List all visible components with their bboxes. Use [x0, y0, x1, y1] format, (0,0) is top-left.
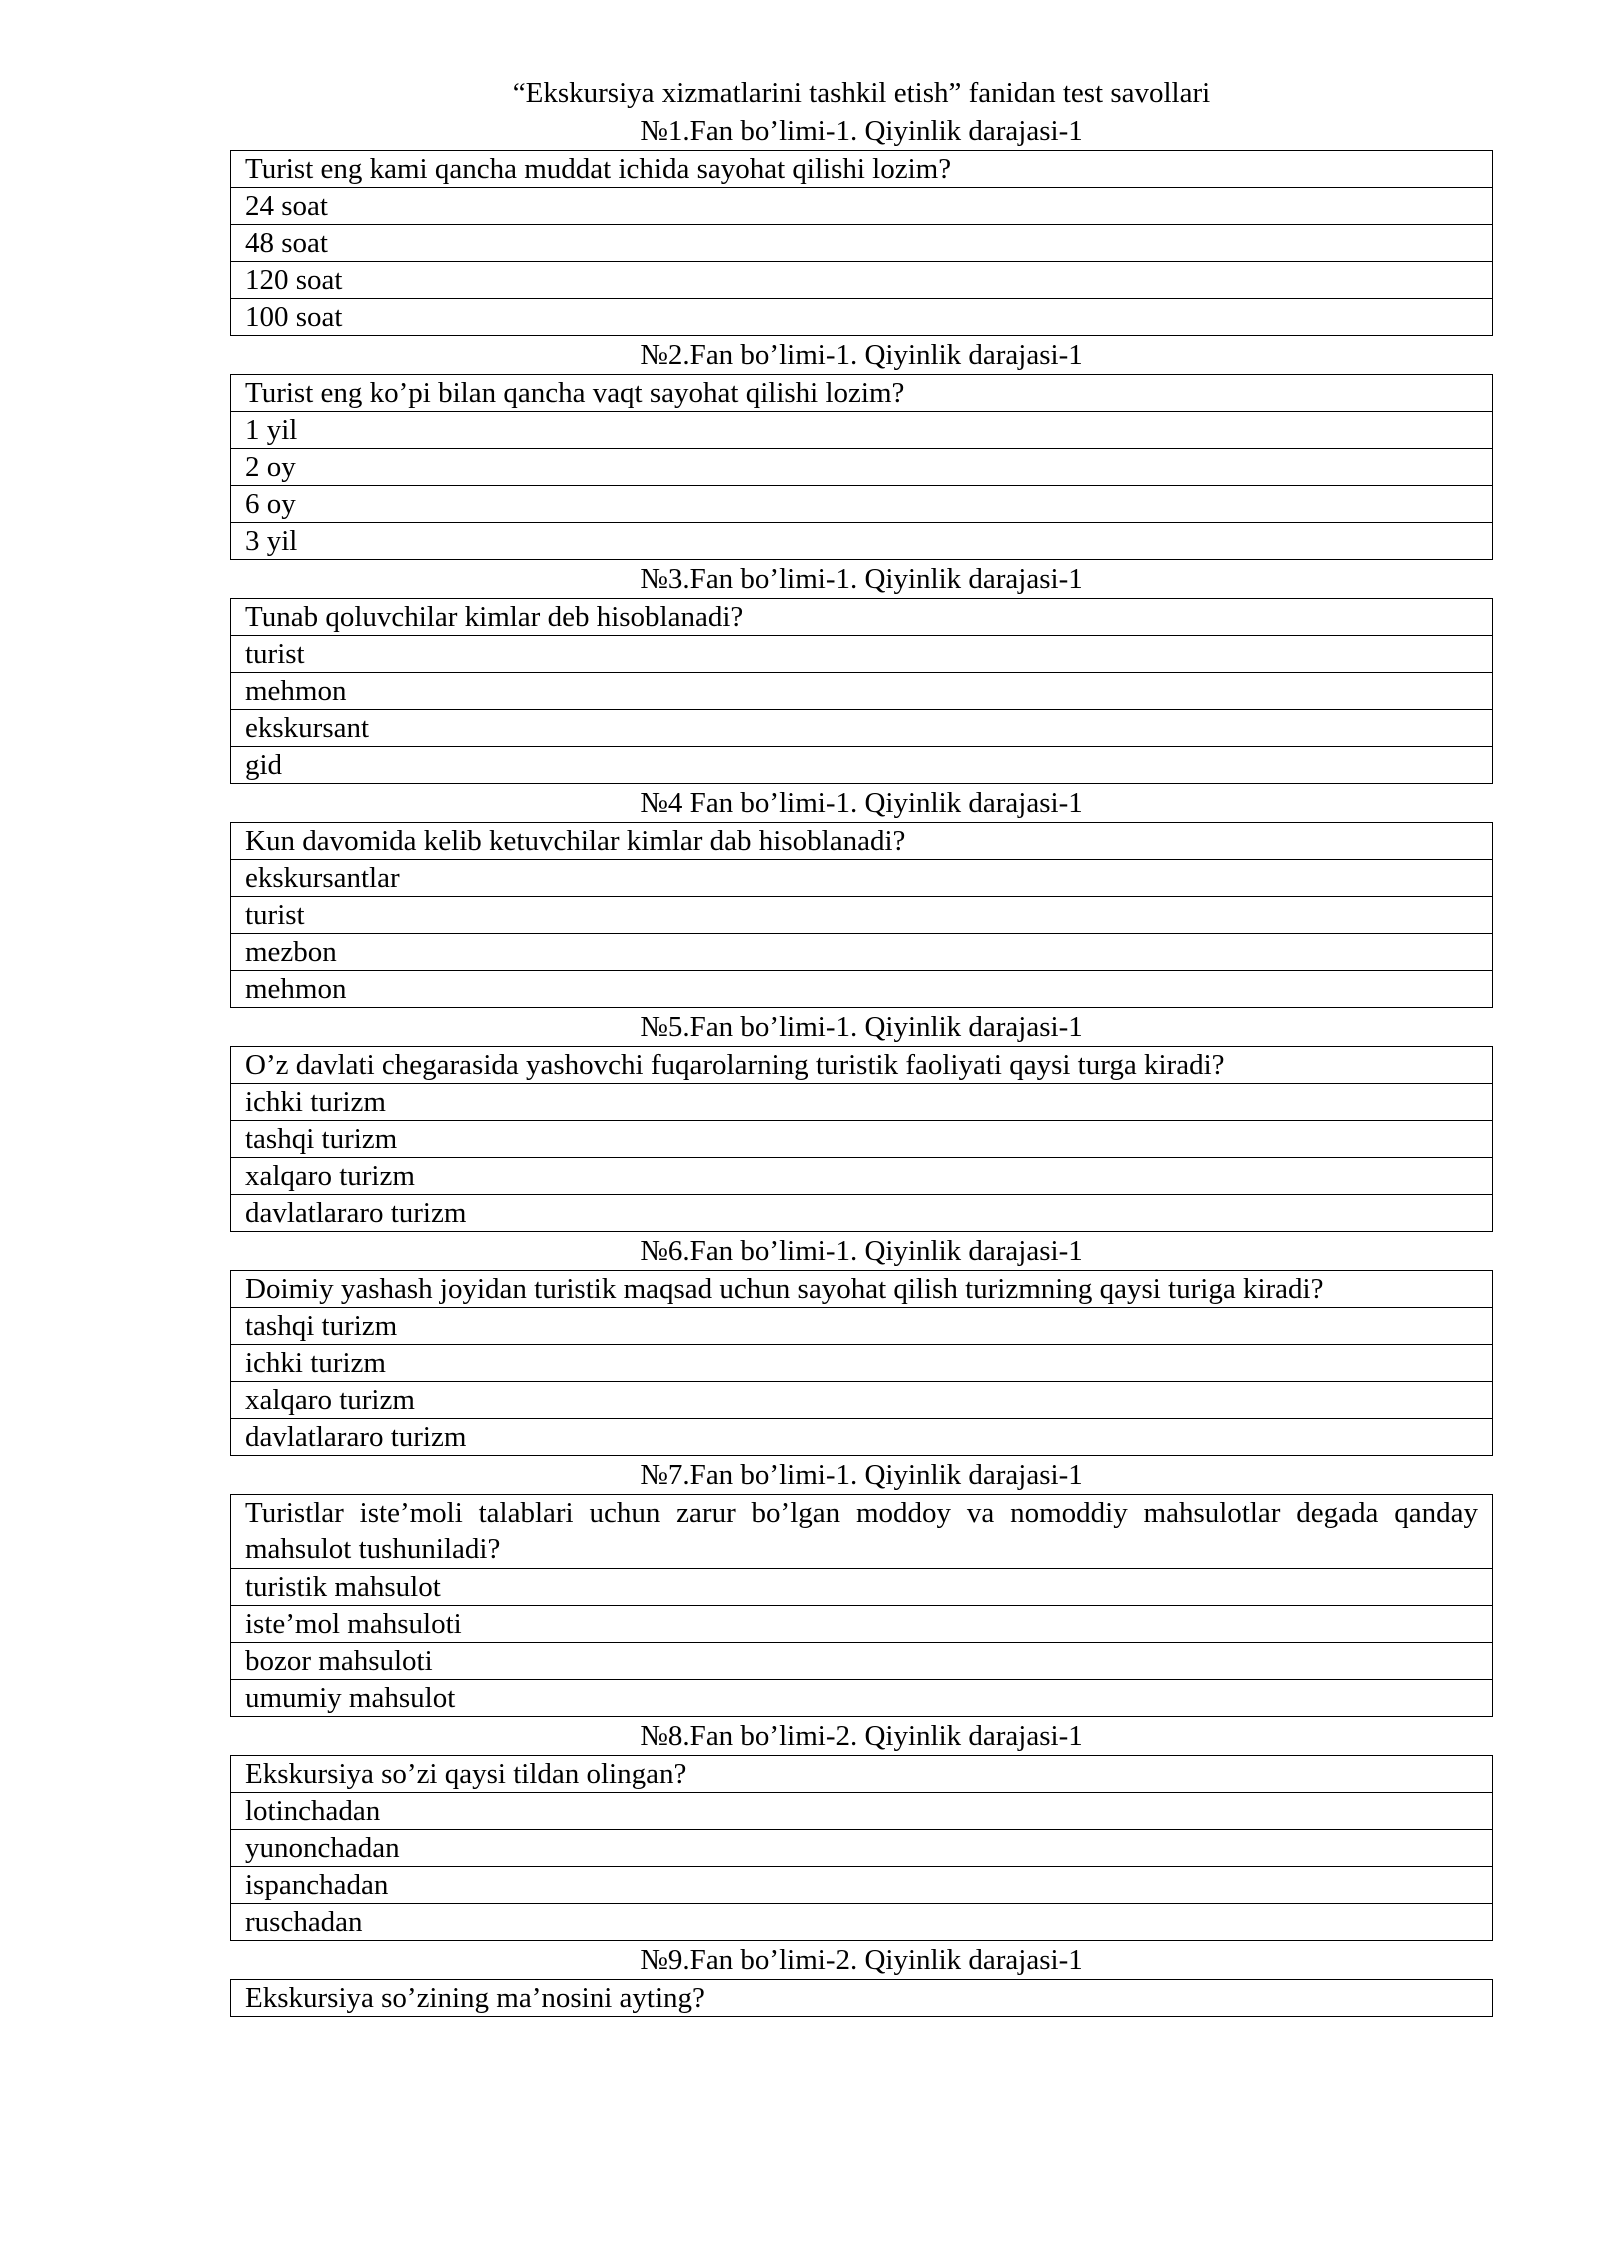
- question-table: [230, 374, 1493, 560]
- question-text: Doimiy yashash joyidan turistik maqsad uchun sayohat qilish turizmning qaysi turiga kiradi?: [231, 1271, 1493, 1308]
- answer-option-row: [231, 299, 1493, 336]
- answer-option-row: [231, 188, 1493, 225]
- question-block: [230, 112, 1493, 336]
- answer-option-row: [231, 1084, 1493, 1121]
- answer-option-row: [231, 1643, 1493, 1680]
- answer-option-row: [231, 1345, 1493, 1382]
- answer-option: iste’mol mahsuloti: [231, 1606, 1493, 1643]
- question-row: [231, 375, 1493, 412]
- answer-option: xalqaro turizm: [231, 1382, 1493, 1419]
- test-document: [230, 74, 1493, 2017]
- answer-option-row: [231, 1569, 1493, 1606]
- question-table: [230, 822, 1493, 1008]
- answer-option: davlatlararo turizm: [231, 1419, 1493, 1456]
- question-header: №4 Fan bo’limi-1. Qiyinlik darajasi-1: [640, 787, 1083, 819]
- question-table: [230, 1755, 1493, 1941]
- answer-option: tashqi turizm: [231, 1121, 1493, 1158]
- question-text: Turist eng ko’pi bilan qancha vaqt sayohat qilishi lozim?: [231, 375, 1493, 412]
- question-header: №8.Fan bo’limi-2. Qiyinlik darajasi-1: [640, 1720, 1083, 1752]
- question-block: [230, 1941, 1493, 2017]
- answer-option: 2 oy: [231, 449, 1493, 486]
- question-text: O’z davlati chegarasida yashovchi fuqarolarning turistik faoliyati qaysi turga kiradi?: [231, 1047, 1493, 1084]
- answer-option: 6 oy: [231, 486, 1493, 523]
- question-text: Tunab qoluvchilar kimlar deb hisoblanadi?: [231, 599, 1493, 636]
- question-header: №3.Fan bo’limi-1. Qiyinlik darajasi-1: [640, 563, 1083, 595]
- question-table: [230, 150, 1493, 336]
- question-row: [231, 599, 1493, 636]
- question-block: [230, 784, 1493, 1008]
- answer-option: turist: [231, 897, 1493, 934]
- question-block: [230, 1456, 1493, 1717]
- answer-option-row: [231, 412, 1493, 449]
- question-text: Turist eng kami qancha muddat ichida sayohat qilishi lozim?: [231, 151, 1493, 188]
- question-block: [230, 560, 1493, 784]
- answer-option-row: [231, 262, 1493, 299]
- question-table: [230, 1979, 1493, 2017]
- answer-option: ekskursantlar: [231, 860, 1493, 897]
- answer-option: gid: [231, 747, 1493, 784]
- answer-option-row: [231, 1195, 1493, 1232]
- answer-option: 24 soat: [231, 188, 1493, 225]
- question-block: [230, 1717, 1493, 1941]
- question-text: Ekskursiya so’zi qaysi tildan olingan?: [231, 1756, 1493, 1793]
- answer-option-row: [231, 747, 1493, 784]
- answer-option-row: [231, 1680, 1493, 1717]
- answer-option-row: [231, 225, 1493, 262]
- question-header: №5.Fan bo’limi-1. Qiyinlik darajasi-1: [640, 1011, 1083, 1043]
- question-block: [230, 336, 1493, 560]
- question-text: Kun davomida kelib ketuvchilar kimlar dab hisoblanadi?: [231, 823, 1493, 860]
- question-text: Ekskursiya so’zining ma’nosini ayting?: [231, 1980, 1493, 2017]
- answer-option: yunonchadan: [231, 1830, 1493, 1867]
- question-row: [231, 151, 1493, 188]
- answer-option-row: [231, 1867, 1493, 1904]
- answer-option: 100 soat: [231, 299, 1493, 336]
- question-table: [230, 1494, 1493, 1717]
- answer-option: lotinchadan: [231, 1793, 1493, 1830]
- question-table: [230, 598, 1493, 784]
- answer-option-row: [231, 971, 1493, 1008]
- answer-option-row: [231, 486, 1493, 523]
- answer-option-row: [231, 710, 1493, 747]
- question-table: [230, 1046, 1493, 1232]
- question-list: [230, 112, 1493, 2017]
- answer-option-row: [231, 523, 1493, 560]
- question-row: [231, 1271, 1493, 1308]
- answer-option: mehmon: [231, 673, 1493, 710]
- answer-option: mehmon: [231, 971, 1493, 1008]
- answer-option-row: [231, 1382, 1493, 1419]
- question-block: [230, 1232, 1493, 1456]
- answer-option: tashqi turizm: [231, 1308, 1493, 1345]
- answer-option-row: [231, 1121, 1493, 1158]
- answer-option-row: [231, 1793, 1493, 1830]
- question-table: [230, 1270, 1493, 1456]
- answer-option-row: [231, 1308, 1493, 1345]
- question-header: №9.Fan bo’limi-2. Qiyinlik darajasi-1: [640, 1944, 1083, 1976]
- answer-option-row: [231, 1158, 1493, 1195]
- question-header: №2.Fan bo’limi-1. Qiyinlik darajasi-1: [640, 339, 1083, 371]
- question-header: №1.Fan bo’limi-1. Qiyinlik darajasi-1: [640, 115, 1083, 147]
- document-title: “Ekskursiya xizmatlarini tashkil etish” fanidan test savollari: [512, 77, 1211, 109]
- answer-option-row: [231, 636, 1493, 673]
- answer-option-row: [231, 1830, 1493, 1867]
- answer-option: 1 yil: [231, 412, 1493, 449]
- question-header: №6.Fan bo’limi-1. Qiyinlik darajasi-1: [640, 1235, 1083, 1267]
- answer-option: 120 soat: [231, 262, 1493, 299]
- answer-option-row: [231, 934, 1493, 971]
- answer-option: turist: [231, 636, 1493, 673]
- answer-option: 48 soat: [231, 225, 1493, 262]
- answer-option: ruschadan: [231, 1904, 1493, 1941]
- answer-option-row: [231, 897, 1493, 934]
- answer-option: ichki turizm: [231, 1345, 1493, 1382]
- answer-option: bozor mahsuloti: [231, 1643, 1493, 1680]
- answer-option: ekskursant: [231, 710, 1493, 747]
- answer-option: turistik mahsulot: [231, 1569, 1493, 1606]
- answer-option-row: [231, 860, 1493, 897]
- question-row: [231, 823, 1493, 860]
- question-row: [231, 1047, 1493, 1084]
- answer-option-row: [231, 1606, 1493, 1643]
- question-row: [231, 1495, 1493, 1569]
- answer-option: xalqaro turizm: [231, 1158, 1493, 1195]
- answer-option: davlatlararo turizm: [231, 1195, 1493, 1232]
- question-header: №7.Fan bo’limi-1. Qiyinlik darajasi-1: [640, 1459, 1083, 1491]
- question-row: [231, 1980, 1493, 2017]
- question-block: [230, 1008, 1493, 1232]
- answer-option-row: [231, 449, 1493, 486]
- answer-option-row: [231, 673, 1493, 710]
- answer-option: 3 yil: [231, 523, 1493, 560]
- question-row: [231, 1756, 1493, 1793]
- answer-option-row: [231, 1419, 1493, 1456]
- answer-option-row: [231, 1904, 1493, 1941]
- question-text: Turistlar iste’moli talablari uchun zarur bo’lgan moddoy va nomoddiy mahsulotlar degada qanday mahsulot tushuniladi?: [231, 1495, 1493, 1569]
- answer-option: ichki turizm: [231, 1084, 1493, 1121]
- answer-option: ispanchadan: [231, 1867, 1493, 1904]
- answer-option: umumiy mahsulot: [231, 1680, 1493, 1717]
- answer-option: mezbon: [231, 934, 1493, 971]
